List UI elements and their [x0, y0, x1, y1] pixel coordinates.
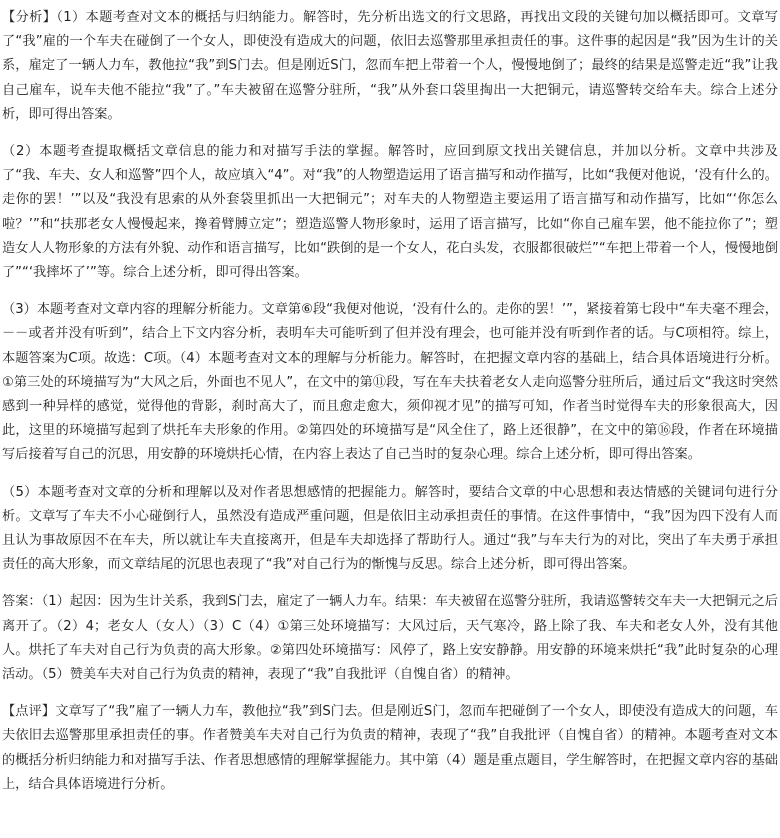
analysis-paragraph-q5: （5）本题考查对文章的分析和理解以及对作者思想感情的把握能力。解答时，要结合文章的中心思想和表达情感的关键词句进行分析。文章写了车夫不小心碰倒行人，虽然没有造成严重问题，但是依旧主动承担责任的事情。在这件事情中，“我”因为四下没有人而且认为事故原因不在车夫，所以就让车夫直接离开，但是车夫却选择了帮助行人。通过“我”与车夫行为的对比，突出了车夫勇于承担责任的高大形象，而文章结尾的沉思也表现了“我”对自己行为的惭愧与反思。综合上述分析，即可得出答案。 [2, 484, 778, 573]
analysis-paragraph-q1: 【分析】（1）本题考查对文本的概括与归纳能力。解答时，先分析出选文的行文思路，再找出文段的关键句加以概括即可。文章写了“我”雇的一个车夫在碰倒了一个女人，即使没有造成大的问题，依旧去巡警那里承担责任的事。这件事的起因是“我”因为生计的关系，雇定了一辆人力车，教他拉“我”到S门去。但是刚近S门，忽而车把上带着一个人，慢慢地倒了；最终的结果是巡警走近“我”让我自己雇车，说车夫他不能拉“我”了。”车夫被留在巡警分驻所，“我”从外套口袋里掏出一大把铜元，请巡警转交给车夫。综合上述分析，即可得出答案。 [2, 10, 778, 122]
analysis-paragraph-q3-q4: （3）本题考查对文章内容的理解分析能力。文章第⑥段“我便对他说，‘没有什么的。走你的罢！’”，紧接着第七段中“车夫毫不理会，－－或者并没有听到”，结合上下文内容分析，表明车夫可能听到了但并没有理会，也可能并没有听到作者的话。与C项相符。综上，本题答案为C项。故选：C项。（4）本题考查对文本的理解与分析能力。解答时，在把握文章内容的基础上，结合具体语境进行分析。①第三处的环境描写为“大风之后，外面也不见人”，在文中的第⑪段，写在车夫扶着老女人走向巡警分驻所后，通过后文“我这时突然感到一种异样的感觉，觉得他的背影，刹时高大了，而且愈走愈大，须仰视才见”的描写可知，作者当时觉得车夫的形象很高大，因此，这里的环境描写起到了烘托车夫形象的作用。②第四处的环境描写是“风全住了，路上还很静”，在文中的第⑯段，作者在环境描写后接着写自己的沉思，用安静的环境烘托心情，在内容上表达了自己当时的复杂心理。综合上述分析，即可得出答案。 [2, 302, 778, 463]
comment-paragraph: 【点评】文章写了“我”雇了一辆人力车，教他拉“我”到S门去。但是刚近S门，忽而车把碰倒了一个女人，即使没有造成大的问题，车夫依旧去巡警那里承担责任的事。作者赞美车夫对自己行为负责的精神，表现了“我”自我批评（自愧自省）的精神。本题考查对文本的概括分析归纳能力和对描写手法、作者思想感情的理解掌握能力。其中第（4）题是重点题目，学生解答时，在把握文章内容的基础上，结合具体语境进行分析。 [2, 704, 778, 792]
analysis-paragraph-q2: （2）本题考查提取概括文章信息的能力和对描写手法的掌握。解答时，应回到原文找出关键信息，并加以分析。文章中共涉及了“我、车夫、女人和巡警”四个人，故应填入“4”。对“我”的人物塑造运用了语言描写和动作描写，比如“我便对他说，‘没有什么的。走你的罢！’”以及“我没有思索的从外套袋里抓出一大把铜元”；对车夫的人物塑造主要运用了语言描写和动作描写，比如“‘你怎么啦？’”和“扶那老女人慢慢起来，搀着臂膊立定”；塑造巡警人物形象时，运用了语言描写，比如“你自己雇车罢，他不能拉你了”；塑造女人人物形象的方法有外貌、动作和语言描写，比如“跌倒的是一个女人，花白头发，衣服都很破烂”“车把上带着一个人，慢慢地倒了”“‘我摔坏了’”等。综合上述分析，即可得出答案。 [2, 144, 778, 281]
answer-paragraph: 答案：（1）起因：因为生计关系，我到S门去，雇定了一辆人力车。结果：车夫被留在巡警分驻所，我请巡警转交车夫一大把铜元之后离开了。（2）4；老女人（女人）（3）C（4）①第三处环境描写：大风过后，天气寒冷，路上除了我、车夫和老女人外，没有其他人。烘托了车夫对自己行为负责的高大形象。②第四处环境描写：风停了，路上安安静静。用安静的环境来烘托“我”此时复杂的心理活动。（5）赞美车夫对自己行为负责的精神，表现了“我”自我批评（自愧自省）的精神。 [2, 594, 778, 683]
